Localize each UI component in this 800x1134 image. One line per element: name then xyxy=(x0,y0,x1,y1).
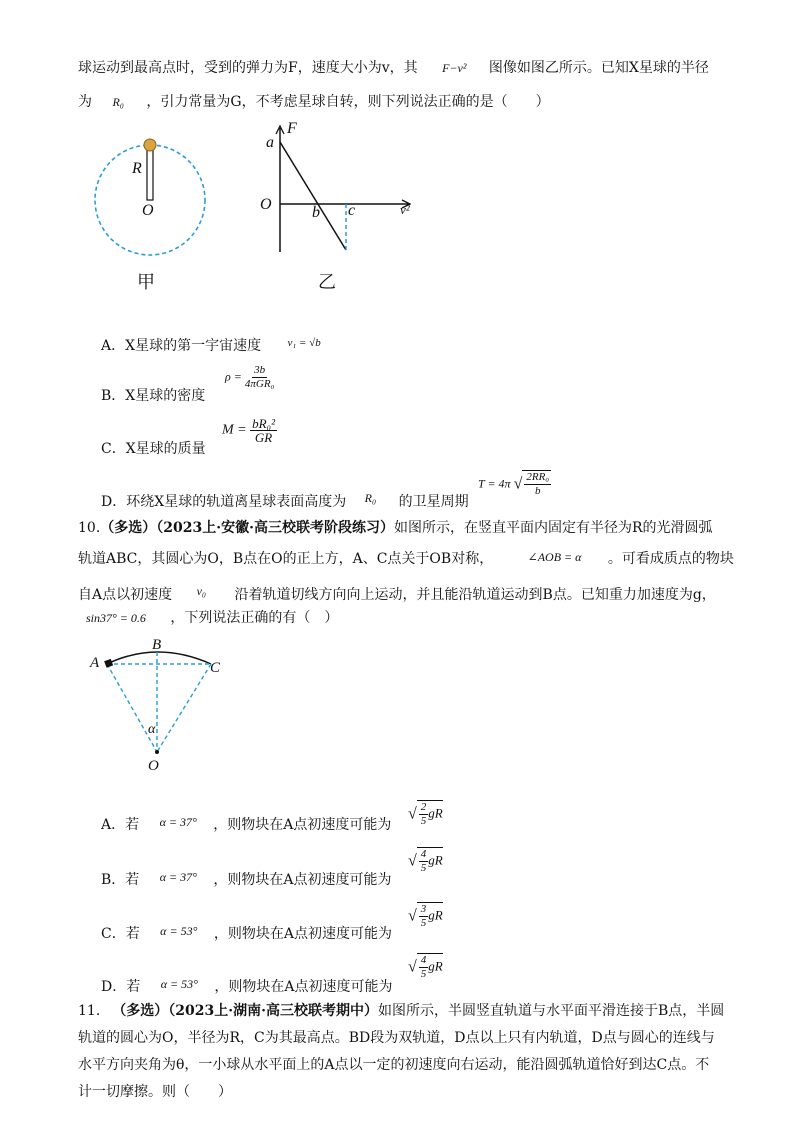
rod xyxy=(147,147,153,200)
fig-yi-label-a: a xyxy=(266,134,274,151)
block xyxy=(104,659,113,668)
q10-text-b: ，下列说法正确的有（ ） xyxy=(170,610,339,626)
option-text: B．X星球的密度 xyxy=(101,388,206,404)
q10-text: 自A点以初速度 xyxy=(78,587,173,603)
frac-num: 2 xyxy=(420,801,427,813)
q9-option-b-formula xyxy=(225,364,274,391)
option-text: B．若 xyxy=(101,872,140,888)
fig-yi-label-b: b xyxy=(312,204,320,221)
q10-number: 10. xyxy=(78,520,101,536)
q9-option-c xyxy=(101,438,206,458)
option-text: C．若 xyxy=(101,926,140,942)
q10-formula: v₀ xyxy=(196,584,207,598)
q9-option-d xyxy=(101,491,469,511)
formula-lhs: ρ = xyxy=(225,369,242,384)
q10-formula: sin37° = 0.6 xyxy=(86,611,146,625)
option-text: D．环绕X星球的轨道离星球表面高度为 xyxy=(101,494,347,510)
q11-line1 xyxy=(78,1001,724,1021)
q9-intro2-formula: R₀ xyxy=(112,95,124,109)
fig10-label-o: O xyxy=(148,758,159,774)
option-cond: α = 37° xyxy=(159,815,197,829)
frac-den: 5 xyxy=(420,917,427,929)
frac-den: 5 xyxy=(420,862,427,874)
fig10-label-a: A xyxy=(90,655,100,671)
q9-option-a xyxy=(101,335,321,355)
option-text: A．若 xyxy=(101,817,140,833)
fig-jia-label-o: O xyxy=(142,202,154,219)
option-text-b: ，则物块在A点初速度可能为 xyxy=(213,926,392,942)
q9-intro-line2 xyxy=(78,92,550,112)
q10-line1 xyxy=(78,518,713,538)
q10-line2 xyxy=(78,547,734,569)
q9-intro-line1 xyxy=(78,58,709,78)
q9-intro2-text: 为 xyxy=(78,94,92,110)
point-o xyxy=(155,750,159,754)
q10-option-a-formula: √ $\frac{2}{5}$ gR xyxy=(408,801,443,827)
option-text-b: 的卫星周期 xyxy=(398,494,469,510)
q10-formula: ∠AOB = α xyxy=(527,550,582,564)
fig-yi-label-c: c xyxy=(348,202,356,219)
q10-line4 xyxy=(78,608,338,628)
frac-den: b xyxy=(534,485,541,497)
formula-tail: gR xyxy=(428,852,443,868)
q11-line4: 计一切摩擦。则（ ） xyxy=(78,1084,232,1100)
frac-num: 4 xyxy=(420,848,427,860)
q11-text: 如图所示，半圆竖直轨道与水平面平滑连接于B点，半圆 xyxy=(377,1003,725,1019)
q10-text-b: 沿着轨道切线方向向上运动，并且能沿轨道运动到B点。已知重力加速度为g， xyxy=(234,587,716,603)
frac-num: 3b xyxy=(254,364,266,376)
formula-tail: gR xyxy=(428,958,443,974)
option-text: C．X星球的质量 xyxy=(101,441,206,457)
option-text: D．若 xyxy=(101,979,141,995)
option-text: A．X星球的第一宇宙速度 xyxy=(101,338,262,354)
formula-lhs: T = 4π xyxy=(478,476,511,491)
formula-tail: gR xyxy=(428,907,443,923)
q9-intro-text-b: 图像如图乙所示。已知X星球的半径 xyxy=(488,60,709,76)
q10-tag: （多选）（2023上·安徽·高三校联考阶段练习） xyxy=(100,520,394,536)
q9-option-b xyxy=(101,385,205,405)
q9-intro2-text-b: ，引力常量为G，不考虑星球自转，则下列说法正确的是（ ） xyxy=(146,94,550,110)
formula-lhs: M = xyxy=(222,422,247,438)
q10-option-d xyxy=(101,976,392,996)
q10-option-b-formula: √ $\frac{4}{5}$ gR xyxy=(408,848,443,874)
q10-text: 轨道ABC，其圆心为O，B点在O的正上方，A、C点关于OB对称， xyxy=(78,551,494,567)
q10-option-c xyxy=(101,923,392,943)
fig-yi-label-o: O xyxy=(260,196,272,213)
q11-tag: （多选）（2023上·湖南·高三校联考期中） xyxy=(112,1003,378,1019)
fig-yi-label-f: F xyxy=(287,120,297,137)
q10-option-d-formula: √ $\frac{4}{5}$ gR xyxy=(408,954,443,980)
frac-num: 3 xyxy=(420,903,427,915)
figure-yi xyxy=(260,120,430,260)
q10-text-b: 。可看成质点的物块 xyxy=(607,551,734,567)
ball xyxy=(144,139,156,151)
option-text-b: ，则物块在A点初速度可能为 xyxy=(213,872,392,888)
q10-line3 xyxy=(78,581,716,605)
option-mid-formula: R₀ xyxy=(364,491,377,505)
frac-den: 5 xyxy=(420,815,427,827)
q9-intro-text: 球运动到最高点时，受到的弹力为F，速度大小为v，其 xyxy=(78,60,418,76)
fig-jia-label-r: R xyxy=(132,160,142,177)
fig-yi-caption: 乙 xyxy=(318,272,336,293)
f-v2-line xyxy=(280,142,346,250)
frac-den: 4πGR₀ xyxy=(244,378,275,390)
fig10-label-alpha: α xyxy=(148,722,156,737)
option-text-b: ，则物块在A点初速度可能为 xyxy=(214,979,393,995)
fig-yi-label-v2: v² xyxy=(400,202,410,217)
option-cond: α = 53° xyxy=(160,977,198,991)
q10-option-c-formula: √ $\frac{3}{5}$ gR xyxy=(408,903,443,929)
q11-number: 11. xyxy=(78,1003,101,1019)
frac-num: 4 xyxy=(420,954,427,966)
q11-line2: 轨道的圆心为O，半径为R，C为其最高点。BD段为双轨道，D点以上只有内轨道，D点与圆心的连线与 xyxy=(78,1030,715,1046)
q10-text: 如图所示，在竖直平面内固定有半径为R的光滑圆弧 xyxy=(393,520,713,536)
figure-jia xyxy=(90,135,220,305)
fig10-label-b: B xyxy=(152,637,162,653)
frac-num: 2RR₀ xyxy=(526,471,550,483)
option-cond: α = 53° xyxy=(160,924,198,938)
frac-den: 5 xyxy=(420,968,427,980)
option-cond: α = 37° xyxy=(159,870,197,884)
option-text-b: ，则物块在A点初速度可能为 xyxy=(213,817,392,833)
fig-jia-caption: 甲 xyxy=(137,272,155,293)
q11-line3: 水平方向夹角为θ，一小球从水平面上的A点以一定的初速度向右运动，能沿圆弧轨道恰好到达C点。不 xyxy=(78,1057,710,1073)
q9-option-d-formula: T = 4π √ $\frac{\text{2RR₀}}{b}$ xyxy=(478,471,550,497)
option-formula: v₁ = √b xyxy=(287,337,321,349)
frac-num: bR₀² xyxy=(252,416,275,431)
formula-tail: gR xyxy=(428,805,443,821)
q10-option-a xyxy=(101,814,391,834)
q10-option-b xyxy=(101,869,392,889)
fig10-label-c: C xyxy=(210,660,221,676)
q9-intro-formula: F−v² xyxy=(442,61,467,75)
q9-option-c-formula xyxy=(222,417,277,444)
frac-den: GR xyxy=(254,430,273,445)
